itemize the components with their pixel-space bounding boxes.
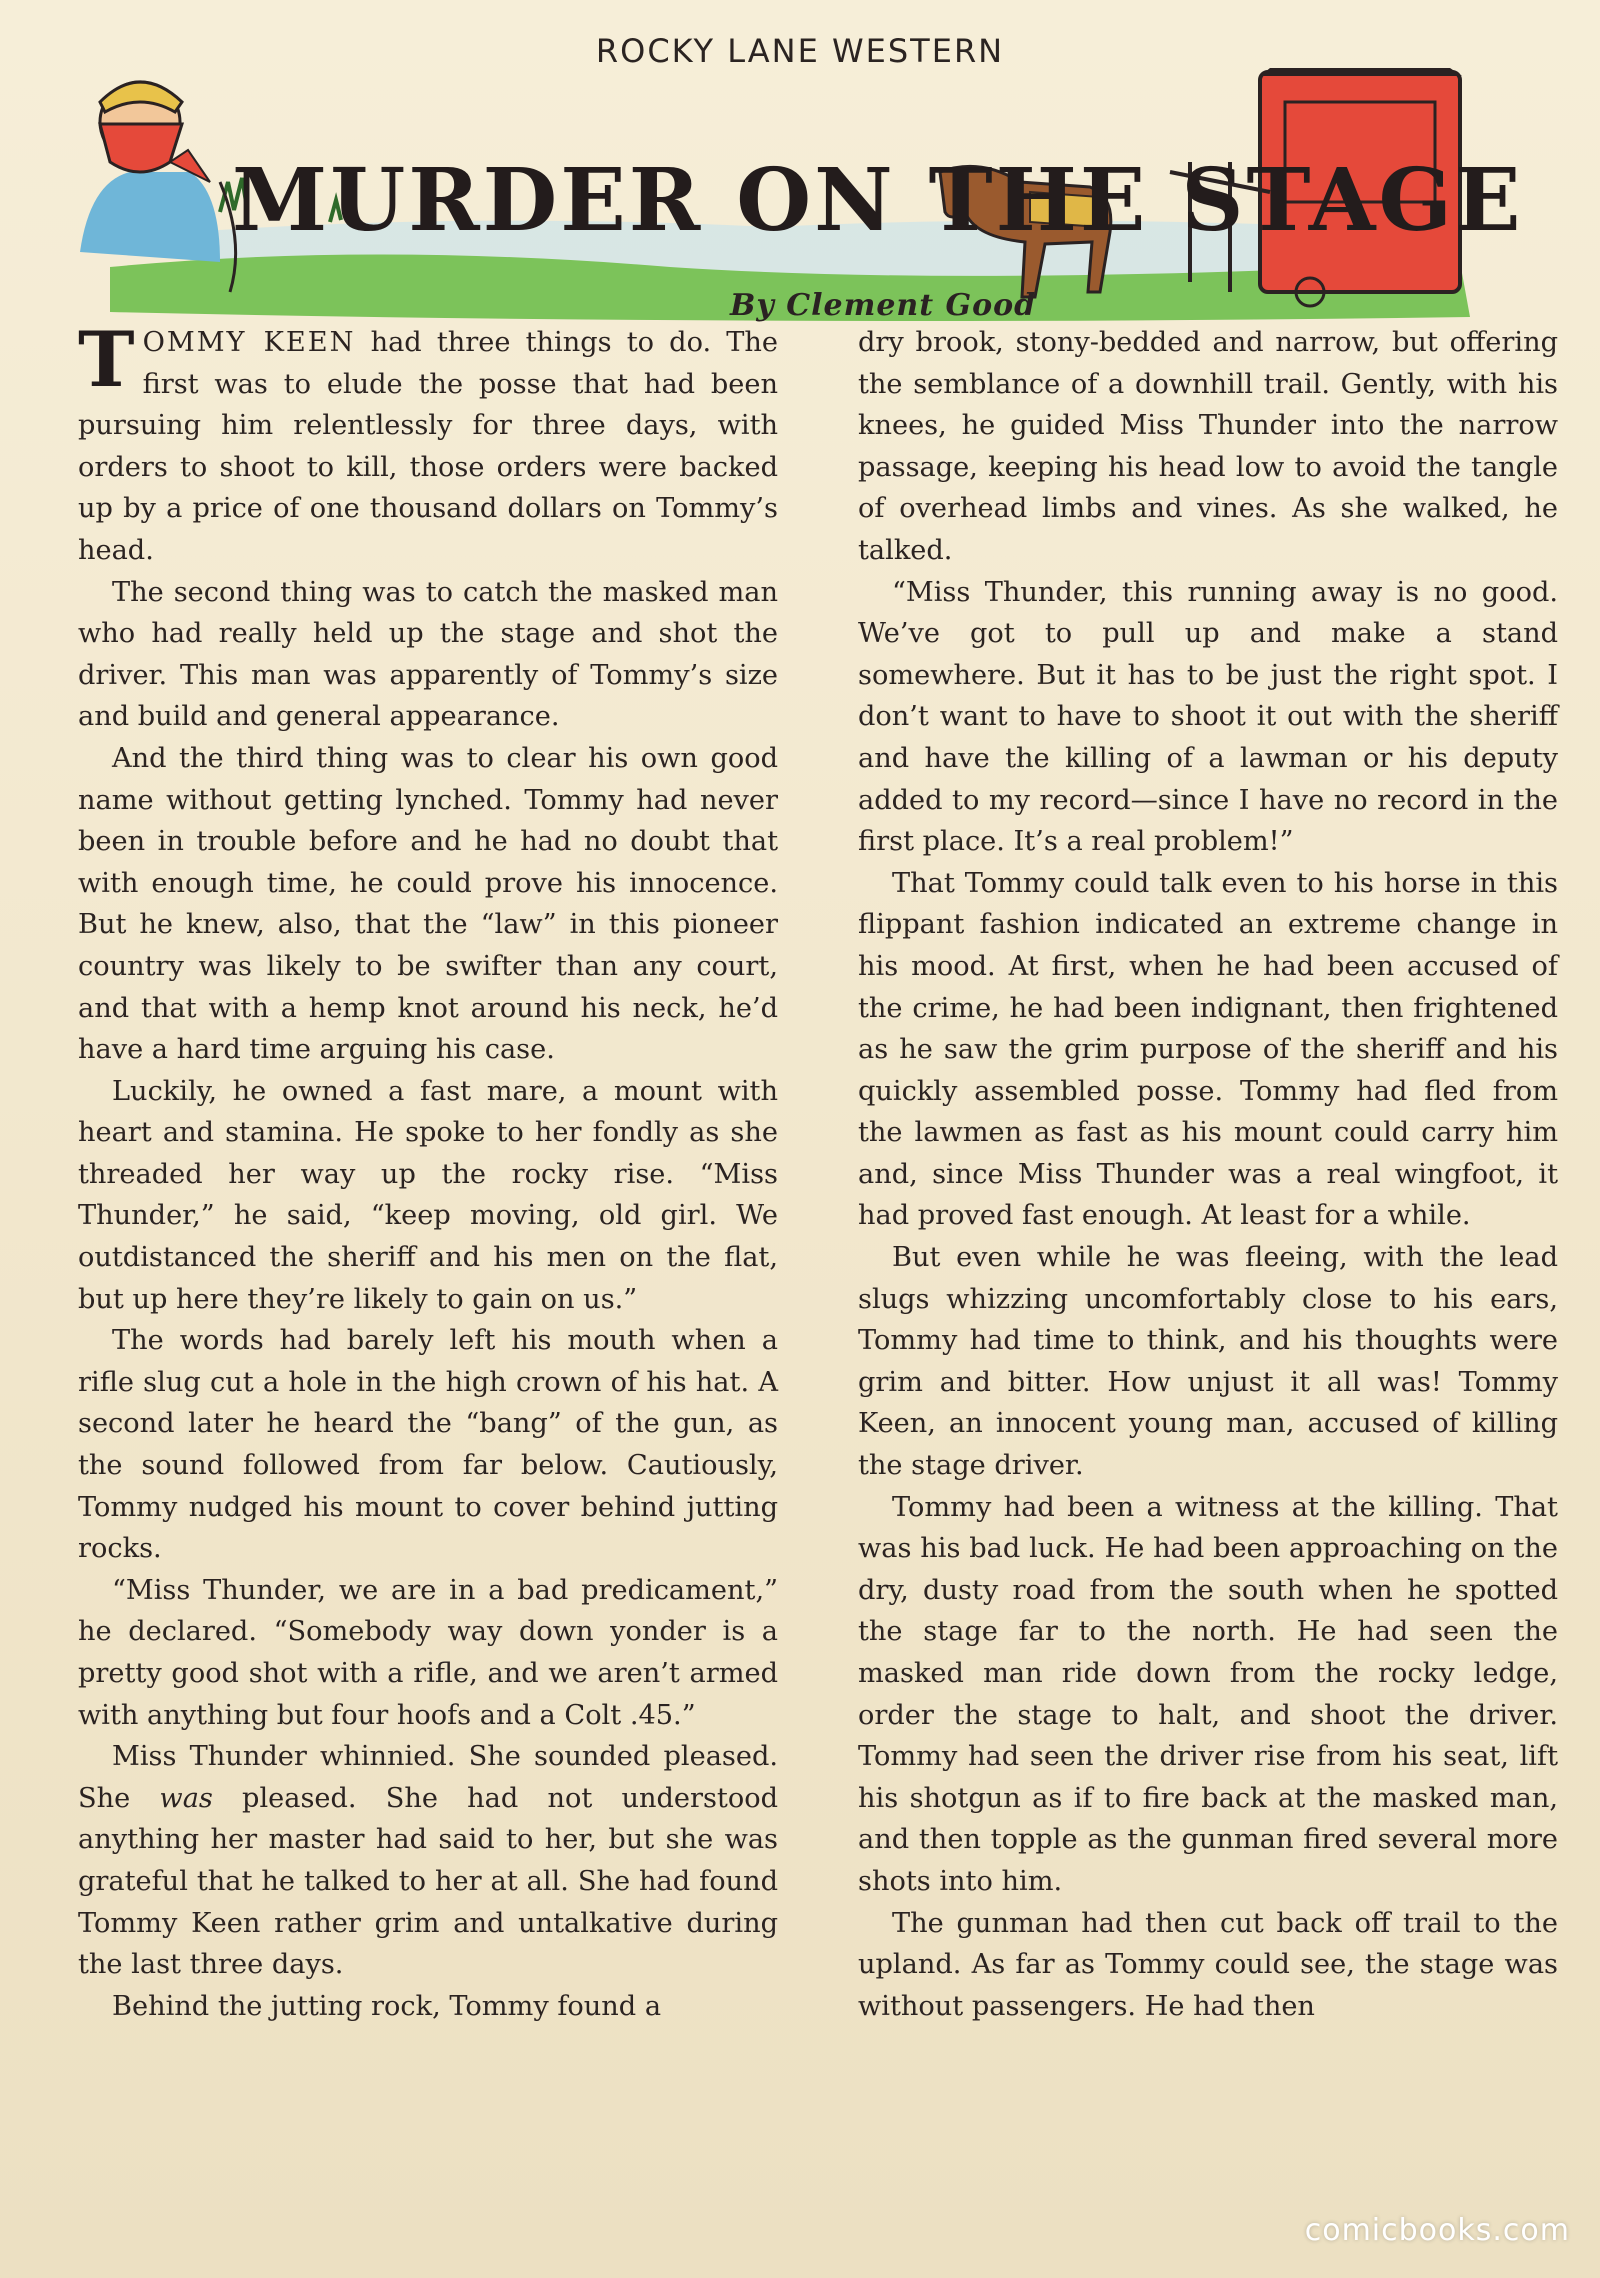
paragraph-text: had three things to do. The first was to elude the posse that had been pursuing him relentlessly for three days, with orders to shoot to kill, those orders were backed up by a price of one thousand dollars on Tommy’s head. (78, 327, 778, 566)
running-head: ROCKY LANE WESTERN (595, 32, 1005, 70)
paragraph: But even while he was fleeing, with the lead slugs whizzing uncomfortably close to his ears, Tommy had time to think, and his thoughts were grim and bitter. How unjust it all was! Tommy Keen, an innocent young man, accused of killing the stage driver. (858, 1242, 1558, 1482)
byline: By Clement Good (730, 288, 1037, 323)
paragraph: “Miss Thunder, this running away is no good. We’ve got to pull up and make a stand somewhere. But it has to be just the right spot. I don’t want to have to shoot it out with the sheriff and have the killing of a lawman or his deputy added to my record—since I have no record in the first place. It’s a real problem!” (858, 576, 1558, 858)
paragraph-text: pleased. She had not understood anything her master had said to her, but she was grateful that he talked to her at all. She had found Tommy Keen rather grim and untalkative during the last three days. (78, 1782, 778, 1981)
paragraph: That Tommy could talk even to his horse in this flippant fashion indicated an extreme change in his mood. At first, when he had been accused of the crime, he had been indignant, then frightened as he saw the grim purpose of the sheriff and his quickly assembled posse. Tommy had fled from the lawmen as fast as his mount could carry him and, since Miss Thunder was a real wingfoot, it had proved fast enough. At least for a while. (858, 867, 1558, 1232)
emphasized-word: was (159, 1782, 213, 1814)
paragraph: The gunman had then cut back off trail to the upland. As far as Tommy could see, the stage was without passengers. He had then (858, 1907, 1558, 2022)
title-banner (70, 62, 1524, 332)
opening-paragraph (78, 315, 778, 572)
paragraph: And the third thing was to clear his own good name without getting lynched. Tommy had never been in trouble before and he had no doubt that with enough time, he could prove his innocence. But he knew, also, that the “law” in this pioneer country was likely to be swifter than any court, and that with a hemp knot around his neck, he’d have a hard time arguing his case. (78, 742, 778, 1066)
paragraph: Tommy had been a witness at the killing. That was his bad luck. He had been approaching on the dry, dusty road from the south when he spotted the stage far to the north. He had seen the masked man ride down from the rocky ledge, order the stage to halt, and shoot the driver. Tommy had seen the driver rise from his seat, lift his shotgun as if to fire back at the masked man, and then topple as the gunman fired several more shots into him. (858, 1491, 1558, 1897)
paragraph: Luckily, he owned a fast mare, a mount with heart and stamina. He spoke to her fondly as she threaded her way up the rocky rise. “Miss Thunder,” he said, “keep moving, old girl. We outdistanced the sheriff and his men on the flat, but up here they’re likely to gain on us.” (78, 1075, 778, 1315)
paragraph: Behind the jutting rock, Tommy found a (112, 1990, 662, 2022)
paragraph: dry brook, stony-bedded and narrow, but offering the semblance of a downhill trail. Gently, with his knees, he guided Miss Thunder into the narrow passage, keeping his head low to avoid the tangle of overhead limbs and vines. As she walked, he talked. (858, 327, 1558, 566)
story-title: MURDER ON THE STAGE (232, 150, 1524, 251)
paragraph: The words had barely left his mouth when a rifle slug cut a hole in the high crown of his hat. A second later he heard the “bang” of the gun, as the sound followed from far below. Cautiously, Tommy nudged his mount to cover behind jutting rocks. (78, 1325, 778, 1565)
paragraph: “Miss Thunder, we are in a bad predicament,” he declared. “Somebody way down yonder is a pretty good shot with a rifle, and we aren’t armed with anything but four hoofs and a Colt .45.” (78, 1574, 778, 1731)
opening-words: OMMY KEEN (142, 327, 356, 358)
left-column (78, 315, 778, 2027)
watermark: comicbooks.com (1304, 2213, 1570, 2248)
paragraph: The second thing was to catch the masked man who had really held up the stage and shot the driver. This man was apparently of Tommy’s size and build and general appearance. (78, 576, 778, 733)
paragraph-text: Miss Thunder whinnied. She sounded pleased. She (78, 1741, 778, 1814)
paragraph (78, 1736, 778, 1986)
masked-outlaw-illustration (80, 82, 236, 292)
right-column (858, 322, 1558, 2027)
drop-cap: T (78, 315, 135, 404)
